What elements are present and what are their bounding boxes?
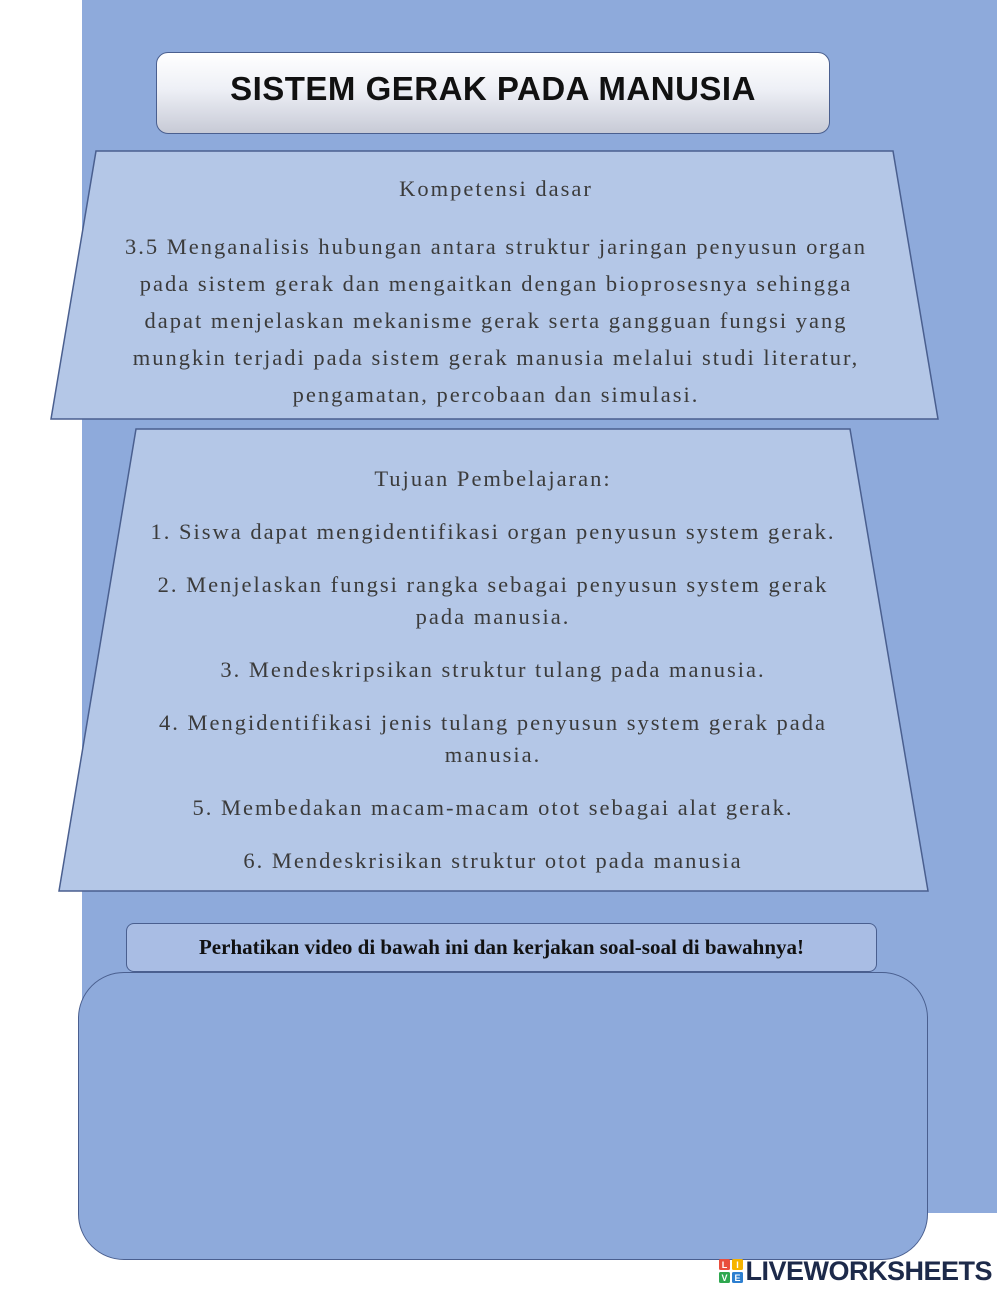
logo-letter: L	[722, 1260, 728, 1270]
tujuan-item	[118, 792, 868, 824]
kompetensi-line: pengamatan, percobaan dan simulasi.	[292, 382, 700, 407]
tujuan-item-line: pada manusia.	[415, 604, 571, 629]
tujuan-section	[118, 463, 868, 898]
logo-letter: V	[721, 1273, 728, 1283]
tujuan-item-line: 3. Mendeskripsikan struktur tulang pada manusia.	[220, 657, 766, 682]
kompetensi-line: pada sistem gerak dan mengaitkan dengan bioprosesnya sehingga	[139, 271, 853, 296]
tujuan-heading: Tujuan Pembelajaran:	[374, 466, 612, 491]
tujuan-item	[118, 654, 868, 686]
tujuan-item-line: 6. Mendeskrisikan struktur otot pada manusia	[243, 848, 743, 873]
tujuan-item	[118, 516, 868, 548]
tujuan-item	[118, 845, 868, 877]
kompetensi-heading: Kompetensi dasar	[399, 176, 593, 201]
liveworksheets-logo-icon	[719, 1259, 743, 1283]
tujuan-item-line: 5. Membedakan macam-macam otot sebagai alat gerak.	[192, 795, 794, 820]
tujuan-item-line: 2. Menjelaskan fungsi rangka sebagai penyusun system gerak	[157, 572, 829, 597]
logo-letter: I	[736, 1260, 740, 1270]
tujuan-item-line: 4. Mengidentifikasi jenis tulang penyusun system gerak pada	[159, 710, 827, 735]
page-title: SISTEM GERAK PADA MANUSIA	[230, 70, 756, 107]
instruction-text: Perhatikan video di bawah ini dan kerjakan soal-soal di bawahnya!	[198, 935, 805, 959]
tujuan-item-line: 1. Siswa dapat mengidentifikasi organ penyusun system gerak.	[150, 519, 836, 544]
liveworksheets-brand[interactable]	[719, 1254, 992, 1288]
instruction-banner	[126, 923, 877, 972]
kompetensi-line: 3.5 Menganalisis hubungan antara struktur jaringan penyusun organ	[125, 234, 867, 259]
kompetensi-body	[96, 228, 896, 413]
kompetensi-line: mungkin terjadi pada sistem gerak manusia melalui studi literatur,	[132, 345, 860, 370]
tujuan-item	[118, 569, 868, 633]
tujuan-item	[118, 707, 868, 771]
kompetensi-line: dapat menjelaskan mekanisme gerak serta gangguan fungsi yang	[144, 308, 848, 333]
brand-name: LIVEWORKSHEETS	[745, 1255, 992, 1286]
video-placeholder[interactable]	[78, 972, 928, 1260]
tujuan-item-line: manusia.	[444, 742, 542, 767]
logo-letter: E	[734, 1273, 741, 1283]
kompetensi-section	[96, 170, 896, 413]
